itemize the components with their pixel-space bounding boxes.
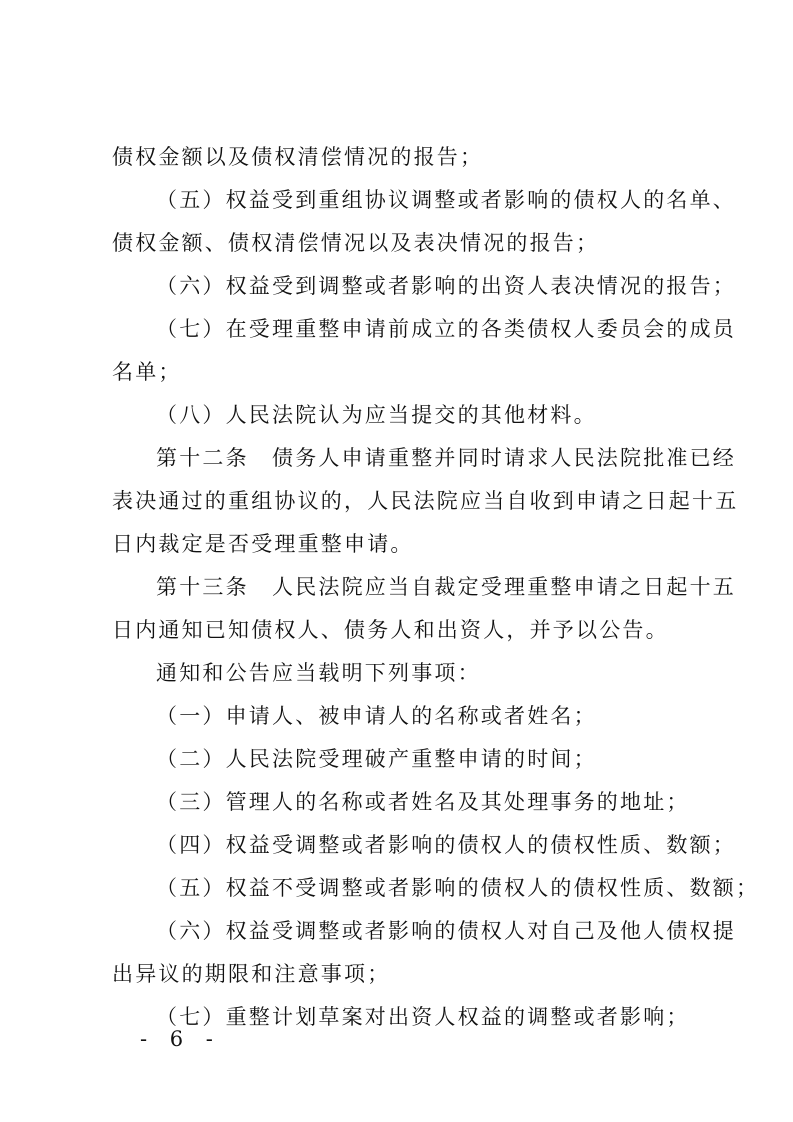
text-line: 第十二条 债务人申请重整并同时请求人民法院批准已经: [156, 446, 736, 470]
text-line: 日内通知已知债权人、债务人和出资人，并予以公告。: [112, 618, 669, 642]
text-line: 名单；: [112, 360, 182, 384]
text-line: （七）重整计划草案对出资人权益的调整或者影响；: [156, 1005, 690, 1029]
text-line: 第十三条 人民法院应当自裁定受理重整申请之日起十五: [156, 575, 736, 599]
text-line: （六）权益受到调整或者影响的出资人表决情况的报告；: [156, 274, 736, 298]
text-line: 通知和公告应当载明下列事项：: [156, 661, 481, 685]
text-line: （六）权益受调整或者影响的债权人对自己及他人债权提: [156, 919, 736, 943]
text-line: （二）人民法院受理破产重整申请的时间；: [156, 747, 597, 771]
text-line: （三）管理人的名称或者姓名及其处理事务的地址；: [156, 790, 690, 814]
text-line: （四）权益受调整或者影响的债权人的债权性质、数额；: [156, 833, 736, 857]
page-number: - 6 -: [140, 1027, 221, 1051]
text-line: （五）权益受到重组协议调整或者影响的债权人的名单、: [156, 188, 736, 212]
text-line: 出异议的期限和注意事项；: [112, 962, 391, 986]
text-line: （五）权益不受调整或者影响的债权人的债权性质、数额；: [156, 876, 760, 900]
text-line: 债权金额以及债权清偿情况的报告；: [112, 145, 484, 169]
text-line: （七）在受理重整申请前成立的各类债权人委员会的成员: [156, 317, 736, 341]
text-line: 日内裁定是否受理重整申请。: [112, 532, 414, 556]
text-line: 表决通过的重组协议的，人民法院应当自收到申请之日起十五: [112, 489, 739, 513]
text-line: 债权金额、债权清偿情况以及表决情况的报告；: [112, 231, 600, 255]
text-line: （一）申请人、被申请人的名称或者姓名；: [156, 704, 597, 728]
text-line: （八）人民法院认为应当提交的其他材料。: [156, 403, 597, 427]
